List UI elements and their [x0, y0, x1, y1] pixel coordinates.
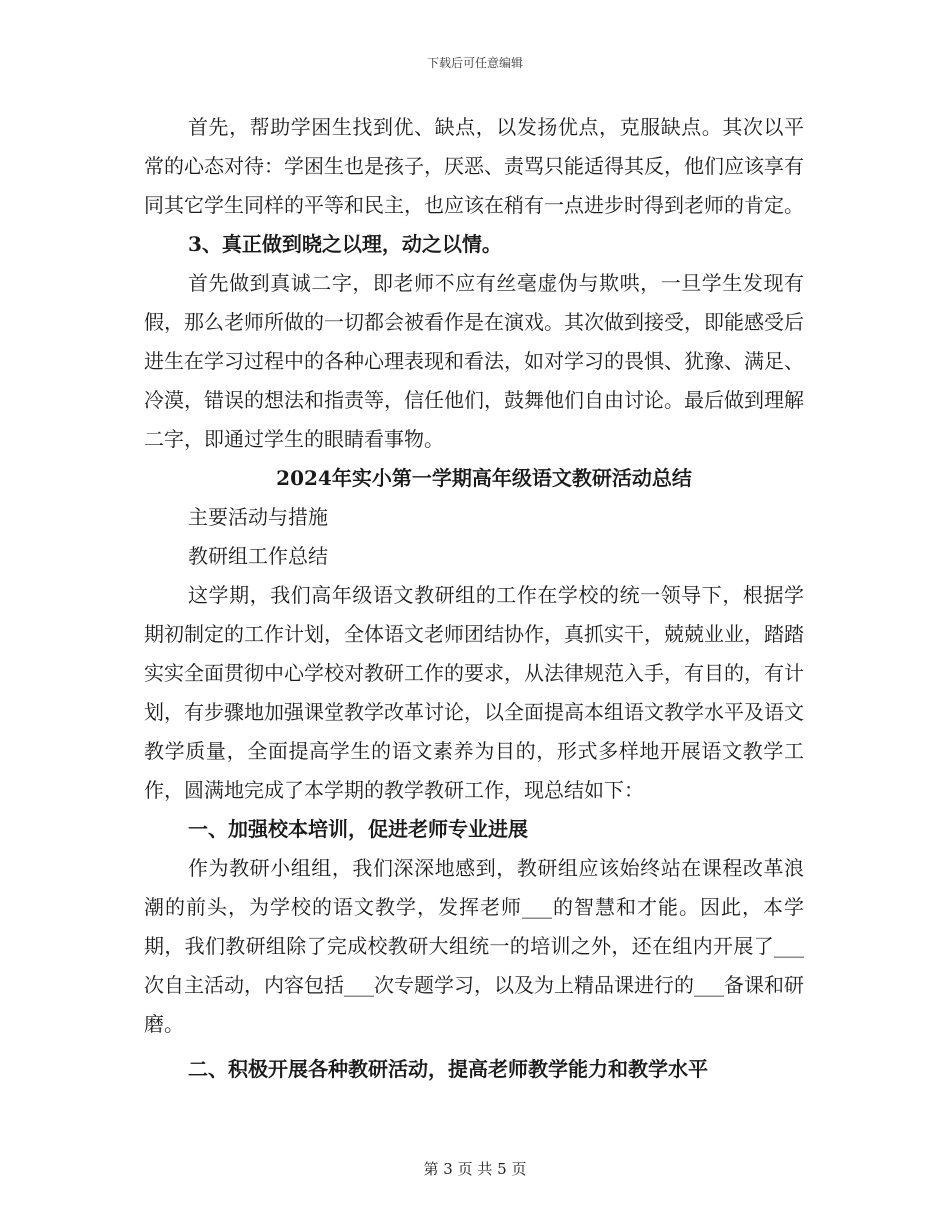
paragraph-1: 首先，帮助学困生找到优、缺点，以发扬优点，克服缺点。其次以平常的心态对待：学困生也是孩子，厌恶、责骂只能适得其反，他们应该享有同其它学生同样的平等和民主，也应该在稍有一点进步时得到老师的肯定。 — [144, 115, 804, 217]
subheading-activities: 主要活动与措施 — [188, 505, 328, 529]
paragraph-4: 作为教研小组组，我们深深地感到，教研组应该始终站在课程改革浪潮的前头，为学校的语文教学，发挥老师___的智慧和才能。因此，本学期，我们教研组除了完成校教研大组统一的培训之外，还在组内开展了___次自主活动，内容包括___次专题学习，以及为上精品课进行的___备课和研磨。 — [144, 856, 804, 1036]
page-header-note: 下载后可任意编辑 — [426, 56, 523, 70]
heading-section-two: 二、积极开展各种教研活动，提高老师教学能力和教学水平 — [188, 1057, 708, 1081]
subheading-summary: 教研组工作总结 — [188, 544, 328, 568]
paragraph-2: 首先做到真诚二字，即老师不应有丝毫虚伪与欺哄，一旦学生发现有假，那么老师所做的一切都会被看作是在演戏。其次做到接受，即能感受后进生在学习过程中的各种心理表现和看法，如对学习的畏惧、犹豫、满足、冷漠，错误的想法和指责等，信任他们，鼓舞他们自由讨论。最后做到理解二字，即通过学生的眼睛看事物。 — [144, 271, 804, 451]
document-body — [144, 108, 804, 1089]
heading-3: 3、真正做到晓之以理，动之以情。 — [188, 232, 502, 256]
heading-section-one: 一、加强校本培训，促进老师专业进展 — [188, 817, 528, 841]
page-footer: 第 3 页 共 5 页 — [423, 1160, 527, 1178]
paragraph-3: 这学期，我们高年级语文教研组的工作在学校的统一领导下，根据学期初制定的工作计划，全体语文老师团结协作，真抓实干，兢兢业业，踏踏实实全面贯彻中心学校对教研工作的要求，从法律规范入手，有目的，有计划，有步骤地加强课堂教学改革讨论，以全面提高本组语文教学水平及语文教学质量，全面提高学生的语文素养为目的，形式多样地开展语文教学工作，圆满地完成了本学期的教学教研工作，现总结如下： — [144, 583, 804, 802]
document-title: 2024年实小第一学期高年级语文教研活动总结 — [276, 466, 692, 490]
